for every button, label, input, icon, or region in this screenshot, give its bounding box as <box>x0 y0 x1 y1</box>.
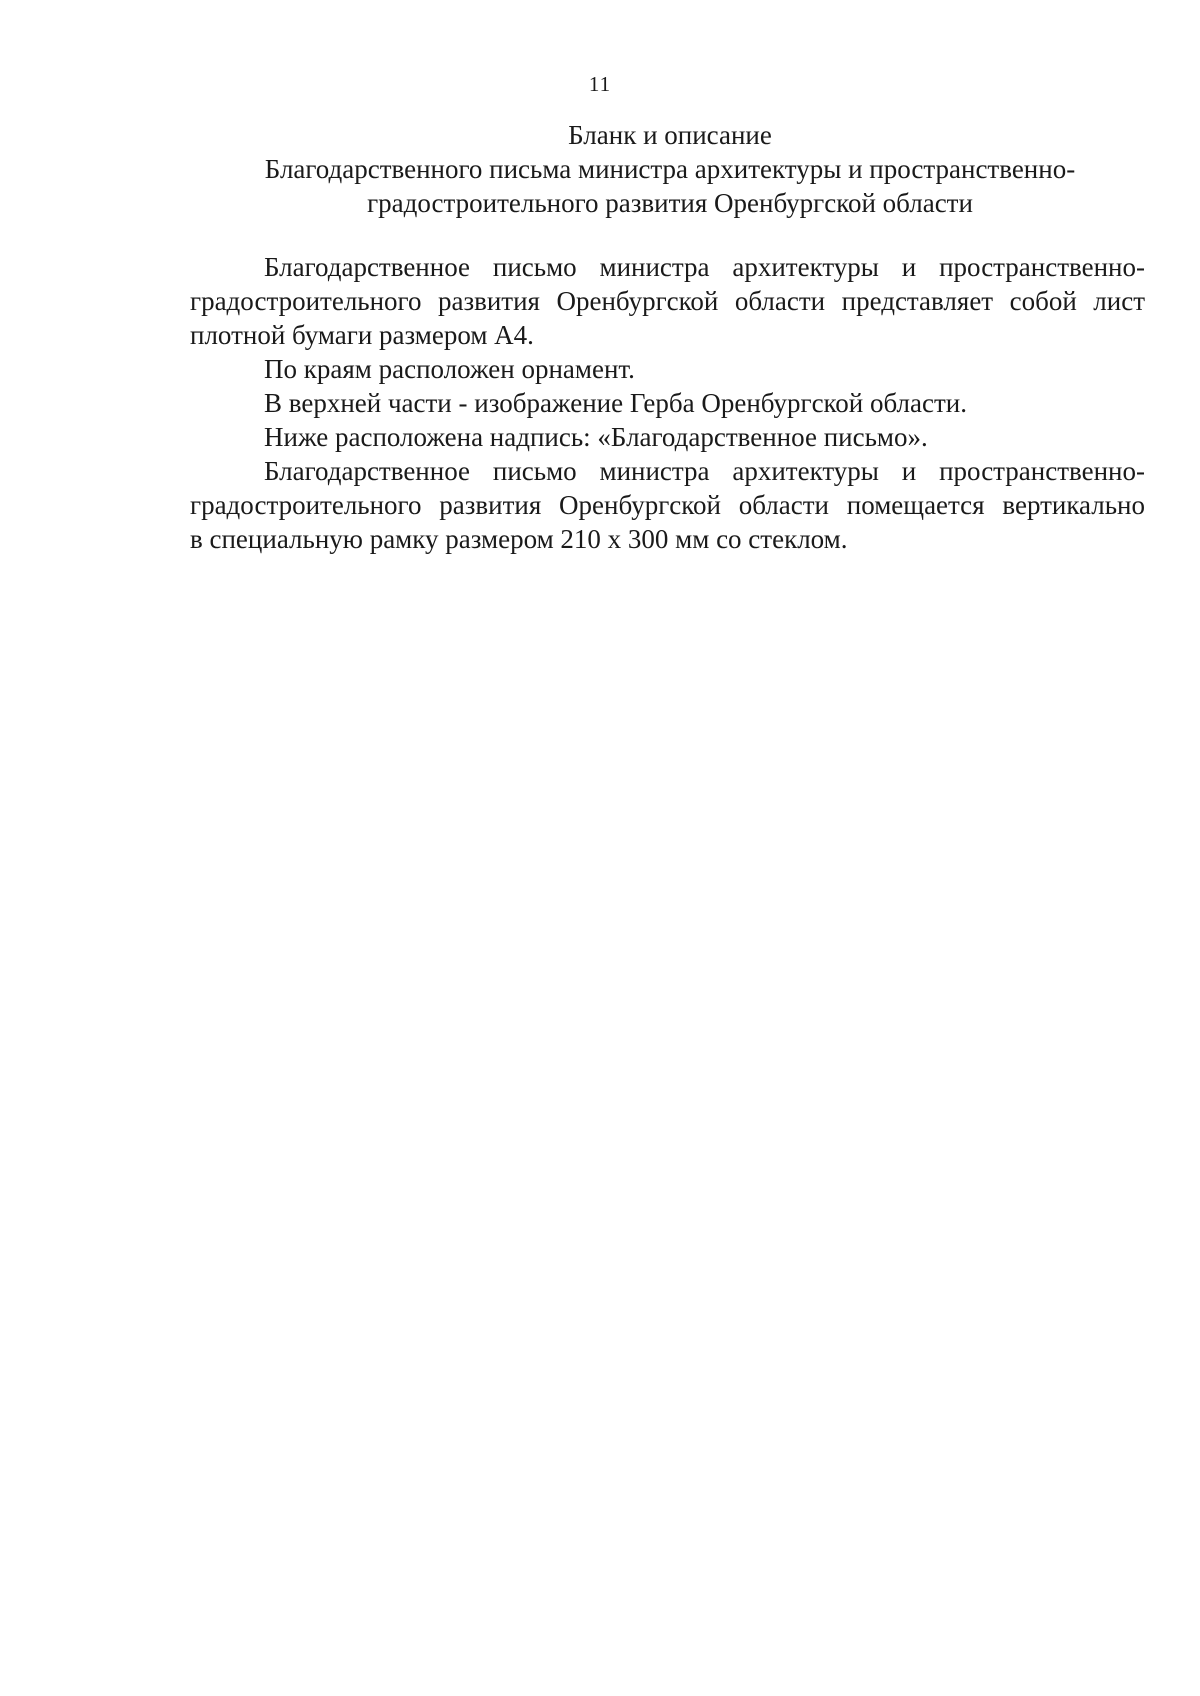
paragraph-2: По краям расположен орнамент. <box>264 354 635 384</box>
heading-line-3: градостроительного развития Оренбургской области <box>367 188 973 218</box>
paragraph-1-line-3: плотной бумаги размером А4. <box>190 320 534 350</box>
paragraph-5-line-3: в специальную рамку размером 210 х 300 мм со стеклом. <box>190 524 848 554</box>
paragraph-5-line-1: Благодарственное письмо министра архитектуры и пространственно- <box>264 456 1145 486</box>
paragraph-1-line-1: Благодарственное письмо министра архитектуры и пространственно- <box>264 252 1145 282</box>
paragraph-5 <box>190 454 1145 556</box>
page-number: 11 <box>588 72 612 96</box>
paragraph-3: В верхней части - изображение Герба Оренбургской области. <box>264 388 968 418</box>
paragraph-1-line-2: градостроительного развития Оренбургской области представляет собой лист <box>190 286 1145 316</box>
paragraph-5-line-2: градостроительного развития Оренбургской области помещается вертикально <box>190 490 1145 520</box>
paragraph-1 <box>190 250 1145 352</box>
document-body <box>190 250 1145 556</box>
heading-line-2: Благодарственного письма министра архитектуры и пространственно- <box>264 154 1076 184</box>
paragraph-4: Ниже расположена надпись: «Благодарственное письмо». <box>264 422 928 452</box>
document-heading <box>190 118 1150 220</box>
heading-line-1: Бланк и описание <box>568 120 772 150</box>
